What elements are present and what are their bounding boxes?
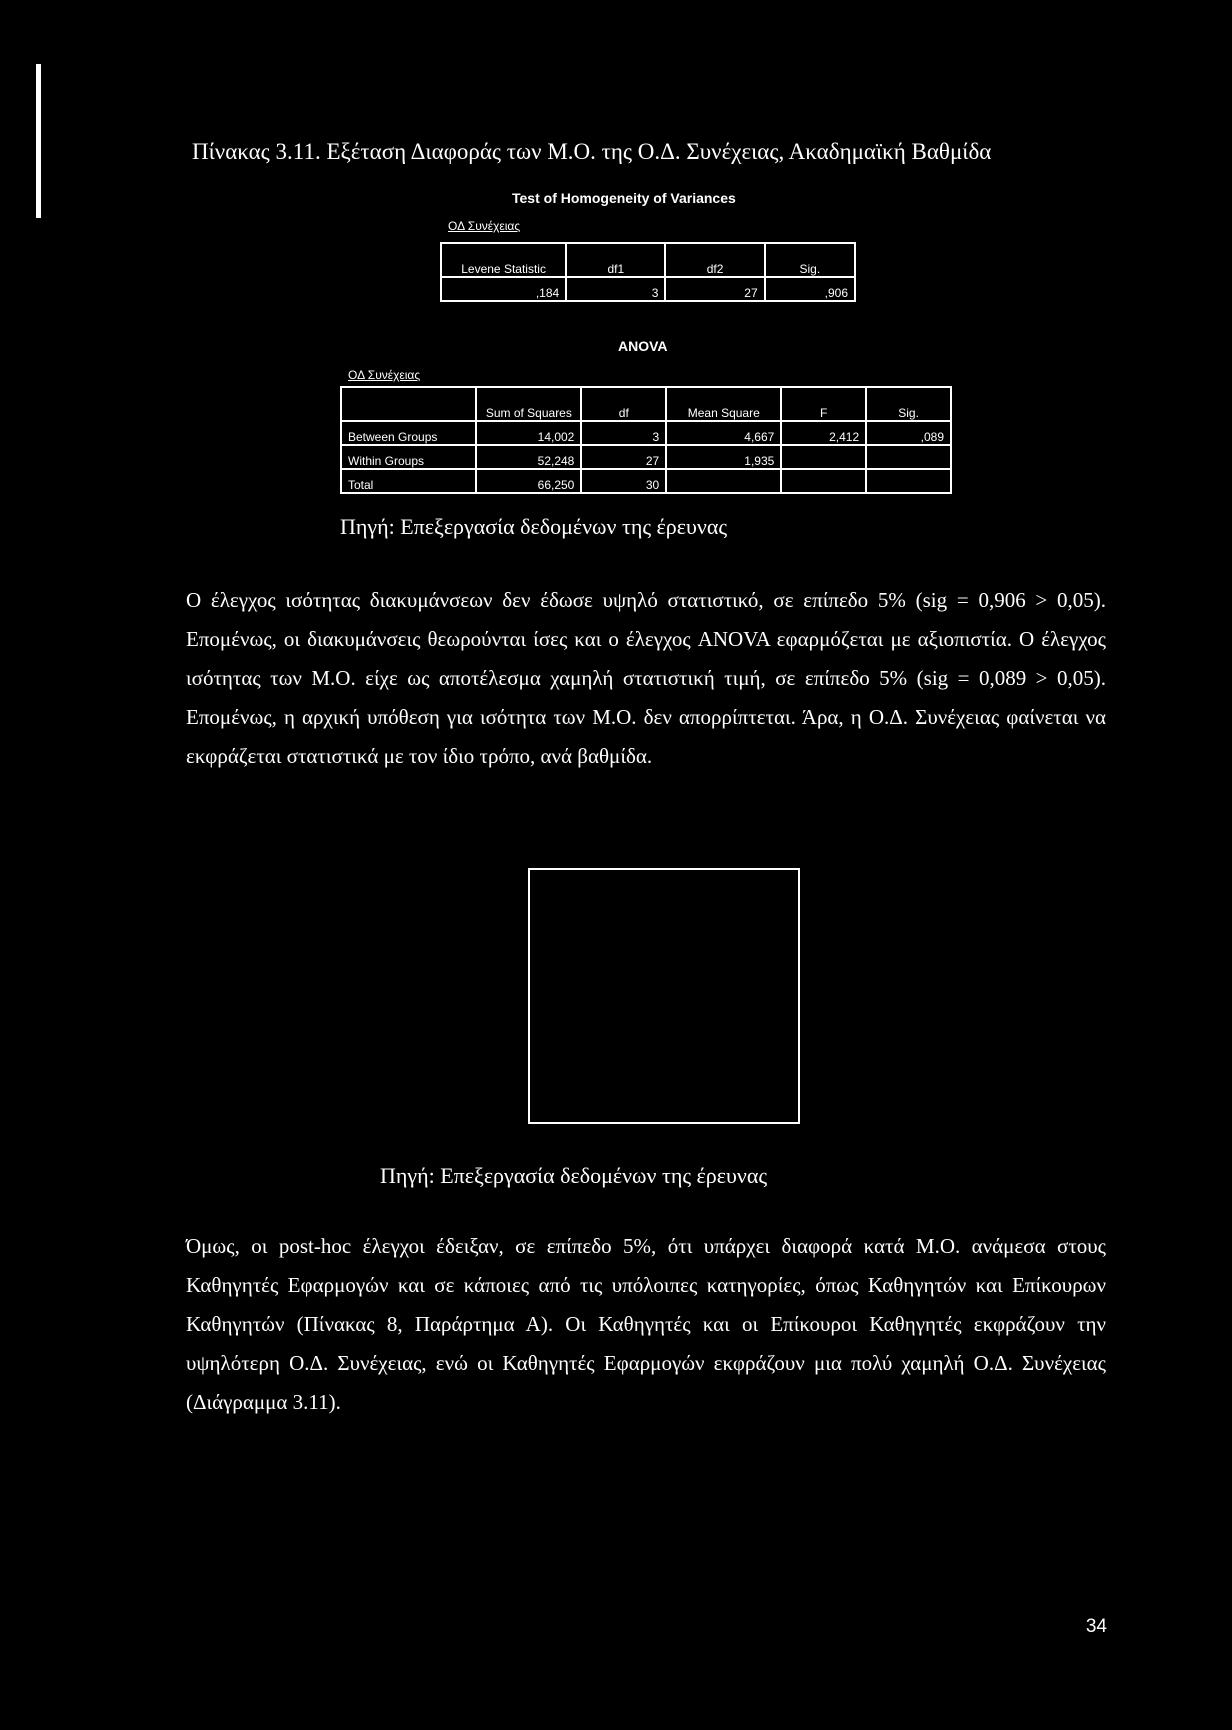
row-label: Between Groups <box>341 421 476 445</box>
paragraph: Όμως, οι post-hoc έλεγχοι έδειξαν, σε επίπεδο 5%, ότι υπάρχει διαφορά κατά Μ.Ο. ανάμεσα στους Καθηγητές Εφαρμογών και σε κάποιες από τις υπόλοιπες κατηγορίες, όπως Καθηγητών και Επίκουρων Καθηγητών (Πίνακας 8, Παράρτημα Α). Οι Καθηγητές και οι Επίκουροι Καθηγητές εκφράζουν την υψηλότερη Ο.Δ. Συνέχειας, ενώ οι Καθηγητές Εφαρμογών εκφράζουν μια πολύ χαμηλή Ο.Δ. Συνέχειας (Διάγραμμα 3.11). <box>186 1234 1106 1414</box>
header-cell: Sig. <box>765 243 855 277</box>
homogeneity-group-label: ΟΔ Συνέχειας <box>448 219 521 233</box>
table-cell: 14,002 <box>476 421 581 445</box>
table-cell: 66,250 <box>476 469 581 493</box>
table-cell: ,906 <box>765 277 855 301</box>
margin-bar <box>36 64 41 218</box>
row-label: Total <box>341 469 476 493</box>
table-cell: 27 <box>665 277 764 301</box>
source-note: Πηγή: Επεξεργασία δεδομένων της έρευνας <box>340 514 728 539</box>
header-cell <box>341 387 476 421</box>
table-row <box>441 277 855 301</box>
header-cell: df <box>581 387 666 421</box>
anova-title: ANOVA <box>618 338 668 354</box>
table-cell <box>866 469 951 493</box>
table-cell <box>781 445 866 469</box>
header-cell: F <box>781 387 866 421</box>
table-cell: 27 <box>581 445 666 469</box>
table-cell: 1,935 <box>666 445 781 469</box>
anova-header-row <box>341 387 951 421</box>
header-cell: Mean Square <box>666 387 781 421</box>
homogeneity-header-row <box>441 243 855 277</box>
table-cell: 3 <box>566 277 665 301</box>
table-row <box>341 421 951 445</box>
table-cell: 52,248 <box>476 445 581 469</box>
header-cell: Sum of Squares <box>476 387 581 421</box>
header-cell: Sig. <box>866 387 951 421</box>
table-cell: 30 <box>581 469 666 493</box>
anova-table <box>340 386 952 494</box>
homogeneity-table <box>440 242 856 302</box>
table-cell: 4,667 <box>666 421 781 445</box>
row-label: Within Groups <box>341 445 476 469</box>
paragraph: Ο έλεγχος ισότητας διακυμάνσεων δεν έδωσε υψηλό στατιστικό, σε επίπεδο 5% (sig = 0,906 > 0,05). Επομένως, οι διακυμάνσεις θεωρούνται ίσες και ο έλεγχος ANOVA εφαρμόζεται με αξιοπιστία. Ο έλεγχος ισότητας των Μ.Ο. είχε ως αποτέλεσμα χαμηλή στατιστική τιμή, σε επίπεδο 5% (sig = 0,089 > 0,05). Επομένως, η αρχική υπόθεση για ισότητα των Μ.Ο. δεν απορρίπτεται. Άρα, η Ο.Δ. Συνέχειας φαίνεται να εκφράζεται στατιστικά με τον ίδιο τρόπο, ανά βαθμίδα. <box>186 588 1106 768</box>
homogeneity-title: Test of Homogeneity of Variances <box>512 190 736 206</box>
table-row <box>341 469 951 493</box>
table-caption: Πίνακας 3.11. Εξέταση Διαφοράς των Μ.Ο. της Ο.Δ. Συνέχειας, Ακαδημαϊκή Βαθμίδα <box>192 139 992 164</box>
table-cell: ,184 <box>441 277 566 301</box>
header-cell: df2 <box>665 243 764 277</box>
table-cell: 3 <box>581 421 666 445</box>
table-cell <box>666 469 781 493</box>
table-cell <box>866 445 951 469</box>
chart-placeholder <box>528 868 800 1124</box>
header-cell: Levene Statistic <box>441 243 566 277</box>
page-number: 34 <box>1085 1616 1107 1637</box>
source-note: Πηγή: Επεξεργασία δεδομένων της έρευνας <box>380 1163 768 1188</box>
table-cell: 2,412 <box>781 421 866 445</box>
anova-group-label: ΟΔ Συνέχειας <box>348 368 421 382</box>
table-row <box>341 445 951 469</box>
table-cell <box>781 469 866 493</box>
header-cell: df1 <box>566 243 665 277</box>
table-cell: ,089 <box>866 421 951 445</box>
